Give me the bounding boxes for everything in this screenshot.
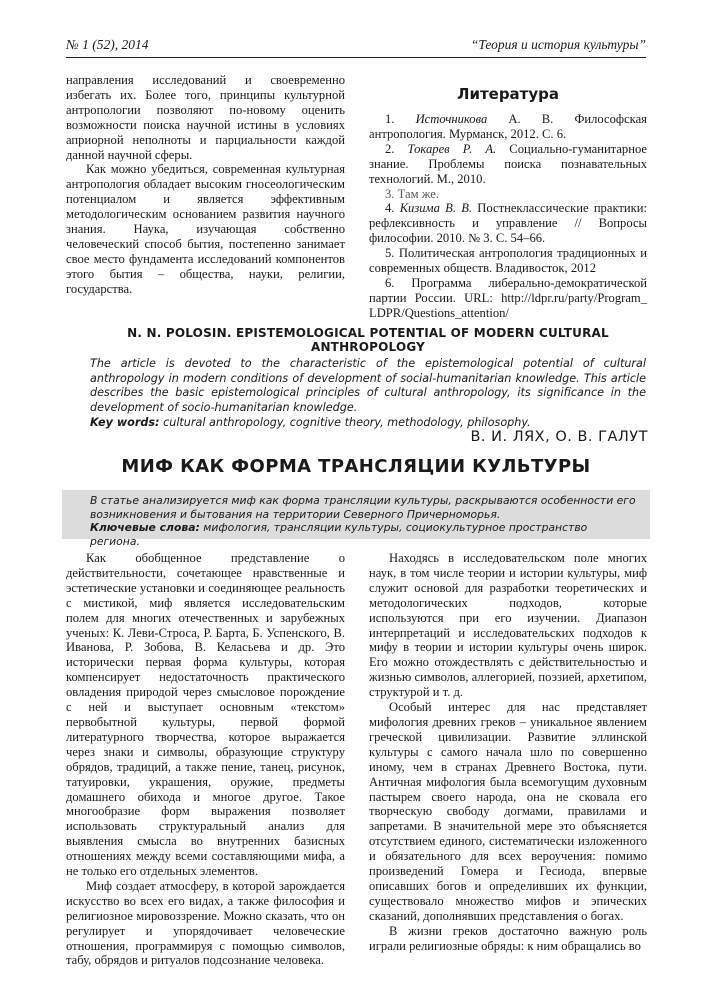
annotation-box: [62, 490, 650, 548]
paragraph: Миф создает атмосферу, в которой зарождается искусство во всех его видах, а также философия и религиозное мировоззрение. Можно сказать, что он регулирует и упорядочивает человеческие отношения, программируя с помощью символов, табу, обрядов и ритуалов подсознание человека.: [66, 878, 345, 968]
literature-item-text: Там же.: [397, 186, 439, 201]
literature-item-number: 6.: [385, 275, 395, 290]
abstract-text: The article is devoted to the characteristic of the epistemological potential of cultural anthropology in modern conditions of development of social-humanitarian knowledge. This article describes the basic epistemological principles of cultural anthropology, its significance in the development of socio-humanitarian knowledge.: [90, 357, 646, 414]
literature-item: [369, 201, 647, 246]
keywords-value: cultural anthropology, cognitive theory, methodology, philosophy.: [159, 416, 531, 430]
issue-number: № 1 (52), 2014: [66, 37, 149, 52]
literature-item-text: Социально-гуманитарное знание. Проблемы поиска познавательных технологий. М., 2010.: [369, 141, 648, 186]
paragraph: Как можно убедиться, современная культурная антропология обладает высоким гносеологическим потенциалом и является эффективным методологическим основанием развития научного знания. Наука, изучающая собственно человеческий способ бытия, постепенно занимает свое место фундамента исследований компонентов этого бытия – общества, науки, религии, государства.: [66, 162, 345, 296]
literature-item-text: Политическая антропология традиционных и современных обществ. Владивосток, 2012: [369, 246, 647, 276]
literature-item-author: Токарев Р. А.: [407, 141, 497, 156]
annotation-keywords: [90, 521, 638, 548]
literature-section: [369, 85, 647, 321]
literature-item-number: 4.: [385, 201, 395, 216]
running-header: [66, 37, 646, 57]
literature-item-author: Кизима В. В.: [399, 201, 473, 216]
article-authors: В. И. ЛЯХ, О. В. ГАЛУТ: [470, 429, 648, 445]
paragraph: В жизни греков достаточно важную роль играли религиозные обряды: к ним обращались во: [369, 923, 647, 953]
literature-heading: Литература: [456, 85, 560, 103]
keywords-value: мифология, трансляции культуры, социокультурное пространство региона.: [90, 521, 588, 548]
literature-item: [369, 142, 647, 187]
literature-item-number: 3.: [385, 186, 395, 201]
literature-list: [369, 112, 647, 321]
paragraph: направления исследований и своевременно избегать их. Более того, принципы культурной антропологии позволяют по-новому оценить возможности поиска научной истины в условиях априорной неполноты и парциальности каждой данной научной сферы.: [66, 73, 345, 162]
keywords-label: Key words:: [90, 416, 160, 430]
paragraph: Как обобщенное представление о действительности, сочетающее нравственные и эстетические установки и соединяющее реальность с мистикой, миф является исследовательским полем для многих отечественных и зарубежных ученых: К. Леви-Строса, Р. Барта, Б. Успенского, В. Иванова, Р. Зобова, В. Келасьева и др. Это исторически первая форма культуры, которая компенсирует недостаточность практического овладения природой через смысловое порождение с ней и выступает основным «текстом» первобытной культуры, первой формой литературного творчества, которое выражается через знаки и символы, образующие структуру обрядов, традиций, а также пение, танец, рисунок, татуировки, украшения, оружие, предметы домашнего обихода и многое другое. Такое многообразие форм выражения позволяет использовать структуральный анализ для выявления смысла во внутренних базисных отношениях между всеми составляющими мифа, а не только его отдельных элементов.: [66, 551, 345, 879]
literature-item-text: Программа либерально-демократической партии России. URL: http://ldpr.ru/party/Program_ LDPR/Questions_attention/: [369, 275, 647, 320]
article-body-left-column: [66, 551, 345, 968]
literature-item: [369, 112, 647, 142]
paragraph: Находясь в исследовательском поле многих наук, в том числе теории и истории культуры, миф служит основой для разработки теоретических и методологических подходов, которые используются при его изучении. Диапазон интерпретаций и исследовательских подходов к мифу в теории и истории культуры очень широк. Его можно отождествлять с действительностью и жизнью символов, аллегорией, поэзией, архетипом, структурой и т. д.: [369, 551, 647, 700]
literature-item-author: Источникова: [415, 112, 488, 126]
literature-item: [369, 187, 647, 202]
literature-item-number: 5.: [385, 246, 395, 261]
article-title: МИФ КАК ФОРМА ТРАНСЛЯЦИИ КУЛЬТУРЫ: [121, 456, 591, 477]
annotation-text: В статье анализируется миф как форма трансляции культуры, раскрываются особенности его возникновения и бытования на территории Северного Причерноморья.: [90, 494, 636, 521]
keywords-label: Ключевые слова:: [90, 521, 200, 534]
literature-item: [369, 246, 647, 276]
header-divider: [66, 57, 646, 58]
journal-name: “Теория и история культуры”: [470, 37, 646, 52]
literature-item: [369, 276, 647, 321]
literature-item-number: 2.: [385, 141, 395, 156]
english-abstract: [90, 326, 646, 431]
previous-article-ending: [66, 73, 345, 297]
abstract-title: N. N. POLOSIN. EPISTEMOLOGICAL POTENTIAL OF MODERN CULTURAL ANTHROPOLOGY: [127, 326, 609, 354]
literature-item-number: 1.: [385, 112, 395, 126]
article-body-right-column: [369, 551, 647, 953]
literature-item-text: Постнеклассические практики: рефлексивность и управление // Вопросы философии. 2010. № 3. С. 54–66.: [369, 201, 648, 246]
paragraph: Особый интерес для нас представляет мифология древних греков – уникальное явлением греческой цивилизации. Развитие эллинской культуры с самого начала шло по совершенно иному, чем в странах Древнего Востока, пути. Античная мифология была всемогущим духовным пастырем своего народа, она не сковала его творческую свободу догмами, правилами и запретами. В значительной мере это объясняется отсутствием единого, систематически изложенного и обязательного для всех вероучения: помимо произведений Гомера и Гесиода, впервые описавших богов и определивших их функции, существовало множество мифов и эпических сказаний, дополнявших представления о богах.: [369, 700, 647, 923]
literature-item-text: А. В. Философская антропология. Мурманск, 2012. С. 6.: [369, 112, 647, 141]
